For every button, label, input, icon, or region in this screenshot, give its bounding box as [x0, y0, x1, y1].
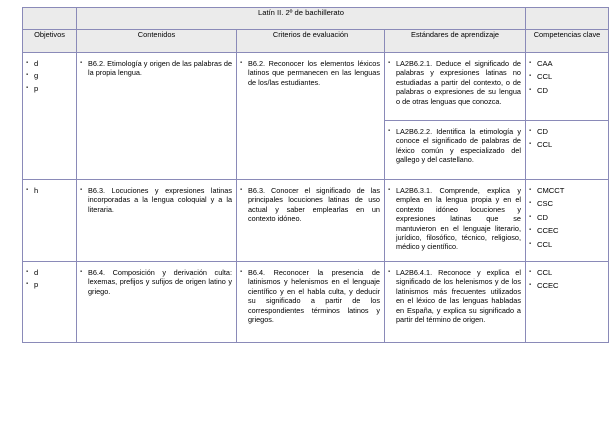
objetivo-item: ▪ h — [26, 186, 72, 195]
criterio-item: ▪ B6.3. Conocer el significado de las principales locuciones latinas de uso actual y saber emplearlas en un contexto idóneo. — [240, 186, 380, 224]
title-blank-cell — [526, 8, 609, 30]
estandar-cell — [385, 262, 526, 343]
header-criterios: Criterios de evaluación — [237, 30, 385, 53]
competencia-item: ▪ CMCCT — [529, 186, 604, 195]
contenido-cell — [77, 53, 237, 180]
criterio-cell — [237, 262, 385, 343]
criterio-cell — [237, 53, 385, 180]
criterio-item: ▪ B6.4. Reconocer la presencia de latinismos y helenismos en el lenguaje científico y en el habla culta, y deducir su significado a partir de los correspondientes términos latinos y griegos. — [240, 268, 380, 324]
table-row — [23, 180, 609, 262]
table-row — [23, 53, 609, 121]
objetivo-item: ▪ d — [26, 268, 72, 277]
competencia-item: ▪ CCL — [529, 140, 604, 149]
competencias-cell — [526, 180, 609, 262]
contenido-item: ▪ B6.2. Etimología y origen de las palabras de la propia lengua. — [80, 59, 232, 78]
competencia-item: ▪ CCL — [529, 72, 604, 81]
contenido-item: ▪ B6.4. Composición y derivación culta: lexemas, prefijos y sufijos de origen latino y griego. — [80, 268, 232, 296]
objetivo-item: ▪ d — [26, 59, 72, 68]
competencias-cell — [526, 53, 609, 121]
objetivos-cell — [23, 53, 77, 180]
header-competencias: Competencias clave — [526, 30, 609, 53]
estandar-cell — [385, 121, 526, 180]
competencia-item: ▪ CD — [529, 127, 604, 136]
curriculum-table — [22, 7, 609, 343]
competencia-item: ▪ CCL — [529, 268, 604, 277]
table-title-row — [23, 8, 609, 30]
estandar-item: ▪ LA2B6.3.1. Comprende, explica y emplea en la lengua propia y en el contexto idóneo locuciones y expresiones latinas que se mantuvieron en el lenguaje literario, jurídico, filosófico, técnico, religioso, médico y científico. — [388, 186, 521, 252]
competencia-item: ▪ CAA — [529, 59, 604, 68]
estandar-item: ▪ LA2B6.4.1. Reconoce y explica el significado de los helenismos y de los latinismos más frecuentes utilizados en el léxico de las lenguas habladas en España, y explica su significado a partir del término de origen. — [388, 268, 521, 324]
competencia-item: ▪ CCEC — [529, 226, 604, 235]
objetivo-item: ▪ g — [26, 71, 72, 80]
contenido-cell — [77, 180, 237, 262]
estandar-cell — [385, 53, 526, 121]
competencia-item: ▪ CCEC — [529, 281, 604, 290]
competencia-item: ▪ CD — [529, 86, 604, 95]
title-blank-cell — [23, 8, 77, 30]
table-header-row — [23, 30, 609, 53]
competencia-item: ▪ CSC — [529, 199, 604, 208]
header-contenidos: Contenidos — [77, 30, 237, 53]
estandar-item: ▪ LA2B6.2.2. Identifica la etimología y conoce el significado de palabras de léxico común y especializado del gallego y del castellano. — [388, 127, 521, 165]
criterio-item: ▪ B6.2. Reconocer los elementos léxicos latinos que permanecen en las lenguas de los/las estudiantes. — [240, 59, 380, 87]
contenido-cell — [77, 262, 237, 343]
table-title: Latín II. 2º de bachillerato — [77, 8, 526, 30]
estandar-cell — [385, 180, 526, 262]
objetivos-cell — [23, 180, 77, 262]
competencias-cell — [526, 262, 609, 343]
criterio-cell — [237, 180, 385, 262]
table-row — [23, 262, 609, 343]
competencia-item: ▪ CCL — [529, 240, 604, 249]
objetivo-item: ▪ p — [26, 84, 72, 93]
estandar-item: ▪ LA2B6.2.1. Deduce el significado de palabras y expresiones latinas no estudiadas a partir del contexto, o de palabras o expresiones de su lengua o de otras lenguas que conozca. — [388, 59, 521, 106]
contenido-item: ▪ B6.3. Locuciones y expresiones latinas incorporadas a la lengua coloquial y a la literaria. — [80, 186, 232, 214]
objetivos-cell — [23, 262, 77, 343]
objetivo-item: ▪ p — [26, 280, 72, 289]
competencia-item: ▪ CD — [529, 213, 604, 222]
header-estandares: Estándares de aprendizaje — [385, 30, 526, 53]
header-objetivos: Objetivos — [23, 30, 77, 53]
competencias-cell — [526, 121, 609, 180]
